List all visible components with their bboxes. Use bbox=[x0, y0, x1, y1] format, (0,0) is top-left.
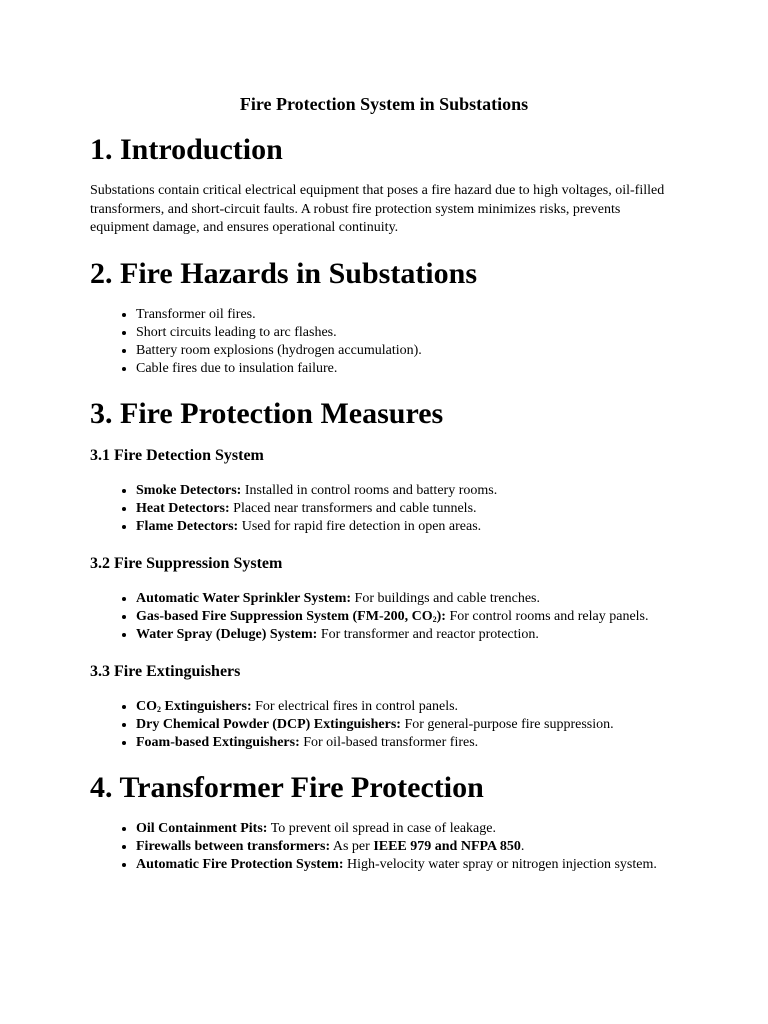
list-item bbox=[136, 716, 678, 734]
item-text: Installed in control rooms and battery rooms. bbox=[241, 482, 498, 498]
list-item bbox=[136, 820, 678, 838]
item-text: For control rooms and relay panels. bbox=[445, 608, 649, 624]
item-term: Automatic Water Sprinkler System: bbox=[136, 590, 352, 606]
introduction-paragraph: Substations contain critical electrical equipment that poses a fire hazard due to high voltages, oil-filled transformers, and short-circuit faults. A robust fire protection system minimizes risks, prevents equipment damage, and ensures operational continuity. bbox=[90, 183, 665, 235]
item-text: For general-purpose fire suppression. bbox=[400, 716, 614, 732]
section-heading-fire-hazards: 2. Fire Hazards in Substations bbox=[90, 256, 477, 290]
subsection-heading-fire-suppression: 3.2 Fire Suppression System bbox=[90, 554, 283, 572]
list-item bbox=[136, 590, 678, 608]
subsection-heading-fire-detection: 3.1 Fire Detection System bbox=[90, 446, 264, 464]
item-term-pre: CO bbox=[136, 698, 157, 714]
item-term-post: Extinguishers: bbox=[161, 698, 252, 714]
list-item bbox=[136, 608, 678, 626]
item-term: Water Spray (Deluge) System: bbox=[136, 626, 318, 642]
item-term: Smoke Detectors: bbox=[136, 482, 242, 498]
item-term bbox=[136, 699, 252, 714]
document-title: Fire Protection System in Substations bbox=[239, 94, 529, 114]
subsection-heading-fire-extinguishers: 3.3 Fire Extinguishers bbox=[90, 662, 241, 680]
list-item bbox=[136, 698, 678, 716]
item-term: Foam-based Extinguishers: bbox=[136, 734, 300, 750]
item-text: As per bbox=[330, 838, 374, 854]
fire-hazards-list bbox=[90, 306, 678, 378]
list-item: • Short circuits leading to arc flashes. bbox=[136, 324, 678, 342]
item-term: Dry Chemical Powder (DCP) Extinguishers: bbox=[136, 716, 401, 732]
list-item bbox=[136, 856, 678, 874]
fire-detection-list bbox=[90, 482, 678, 536]
item-text: High-velocity water spray or nitrogen injection system. bbox=[343, 856, 657, 872]
subscript: 2 bbox=[157, 704, 161, 714]
item-term: Heat Detectors: bbox=[136, 500, 230, 516]
item-text: Placed near transformers and cable tunnels. bbox=[229, 500, 477, 516]
section-heading-introduction: 1. Introduction bbox=[90, 133, 283, 166]
list-item bbox=[136, 500, 678, 518]
item-term: Firewalls between transformers: bbox=[136, 838, 331, 854]
transformer-protection-list bbox=[90, 820, 678, 874]
fire-extinguishers-list bbox=[90, 698, 678, 752]
list-item bbox=[136, 482, 678, 500]
list-item: • Transformer oil fires. bbox=[136, 306, 678, 324]
list-item bbox=[136, 838, 678, 856]
item-term-post: ): bbox=[436, 608, 446, 624]
item-tail: . bbox=[520, 838, 525, 854]
list-item bbox=[136, 518, 678, 536]
list-item bbox=[136, 734, 678, 752]
standards-reference: IEEE 979 and NFPA 850 bbox=[373, 838, 521, 854]
list-item: • Cable fires due to insulation failure. bbox=[136, 360, 678, 378]
fire-suppression-list bbox=[90, 590, 678, 644]
item-term: Oil Containment Pits: bbox=[136, 820, 268, 836]
section-heading-transformer-fire-protection: 4. Transformer Fire Protection bbox=[90, 770, 484, 804]
list-item bbox=[136, 626, 678, 644]
item-text: To prevent oil spread in case of leakage. bbox=[267, 820, 496, 836]
item-term bbox=[136, 609, 446, 624]
item-text: For electrical fires in control panels. bbox=[251, 698, 459, 714]
item-text: For transformer and reactor protection. bbox=[317, 626, 539, 642]
item-text: For buildings and cable trenches. bbox=[351, 590, 540, 606]
list-item: • Battery room explosions (hydrogen accumulation). bbox=[136, 342, 678, 360]
item-text: For oil-based transformer fires. bbox=[299, 734, 479, 750]
subscript: 2 bbox=[432, 614, 437, 624]
item-term: Flame Detectors: bbox=[136, 518, 239, 534]
item-term-pre: Gas-based Fire Suppression System (FM-200, CO bbox=[136, 608, 433, 624]
section-heading-fire-protection-measures: 3. Fire Protection Measures bbox=[90, 396, 444, 430]
item-term: Automatic Fire Protection System: bbox=[136, 856, 344, 872]
item-text: Used for rapid fire detection in open areas. bbox=[238, 518, 482, 534]
